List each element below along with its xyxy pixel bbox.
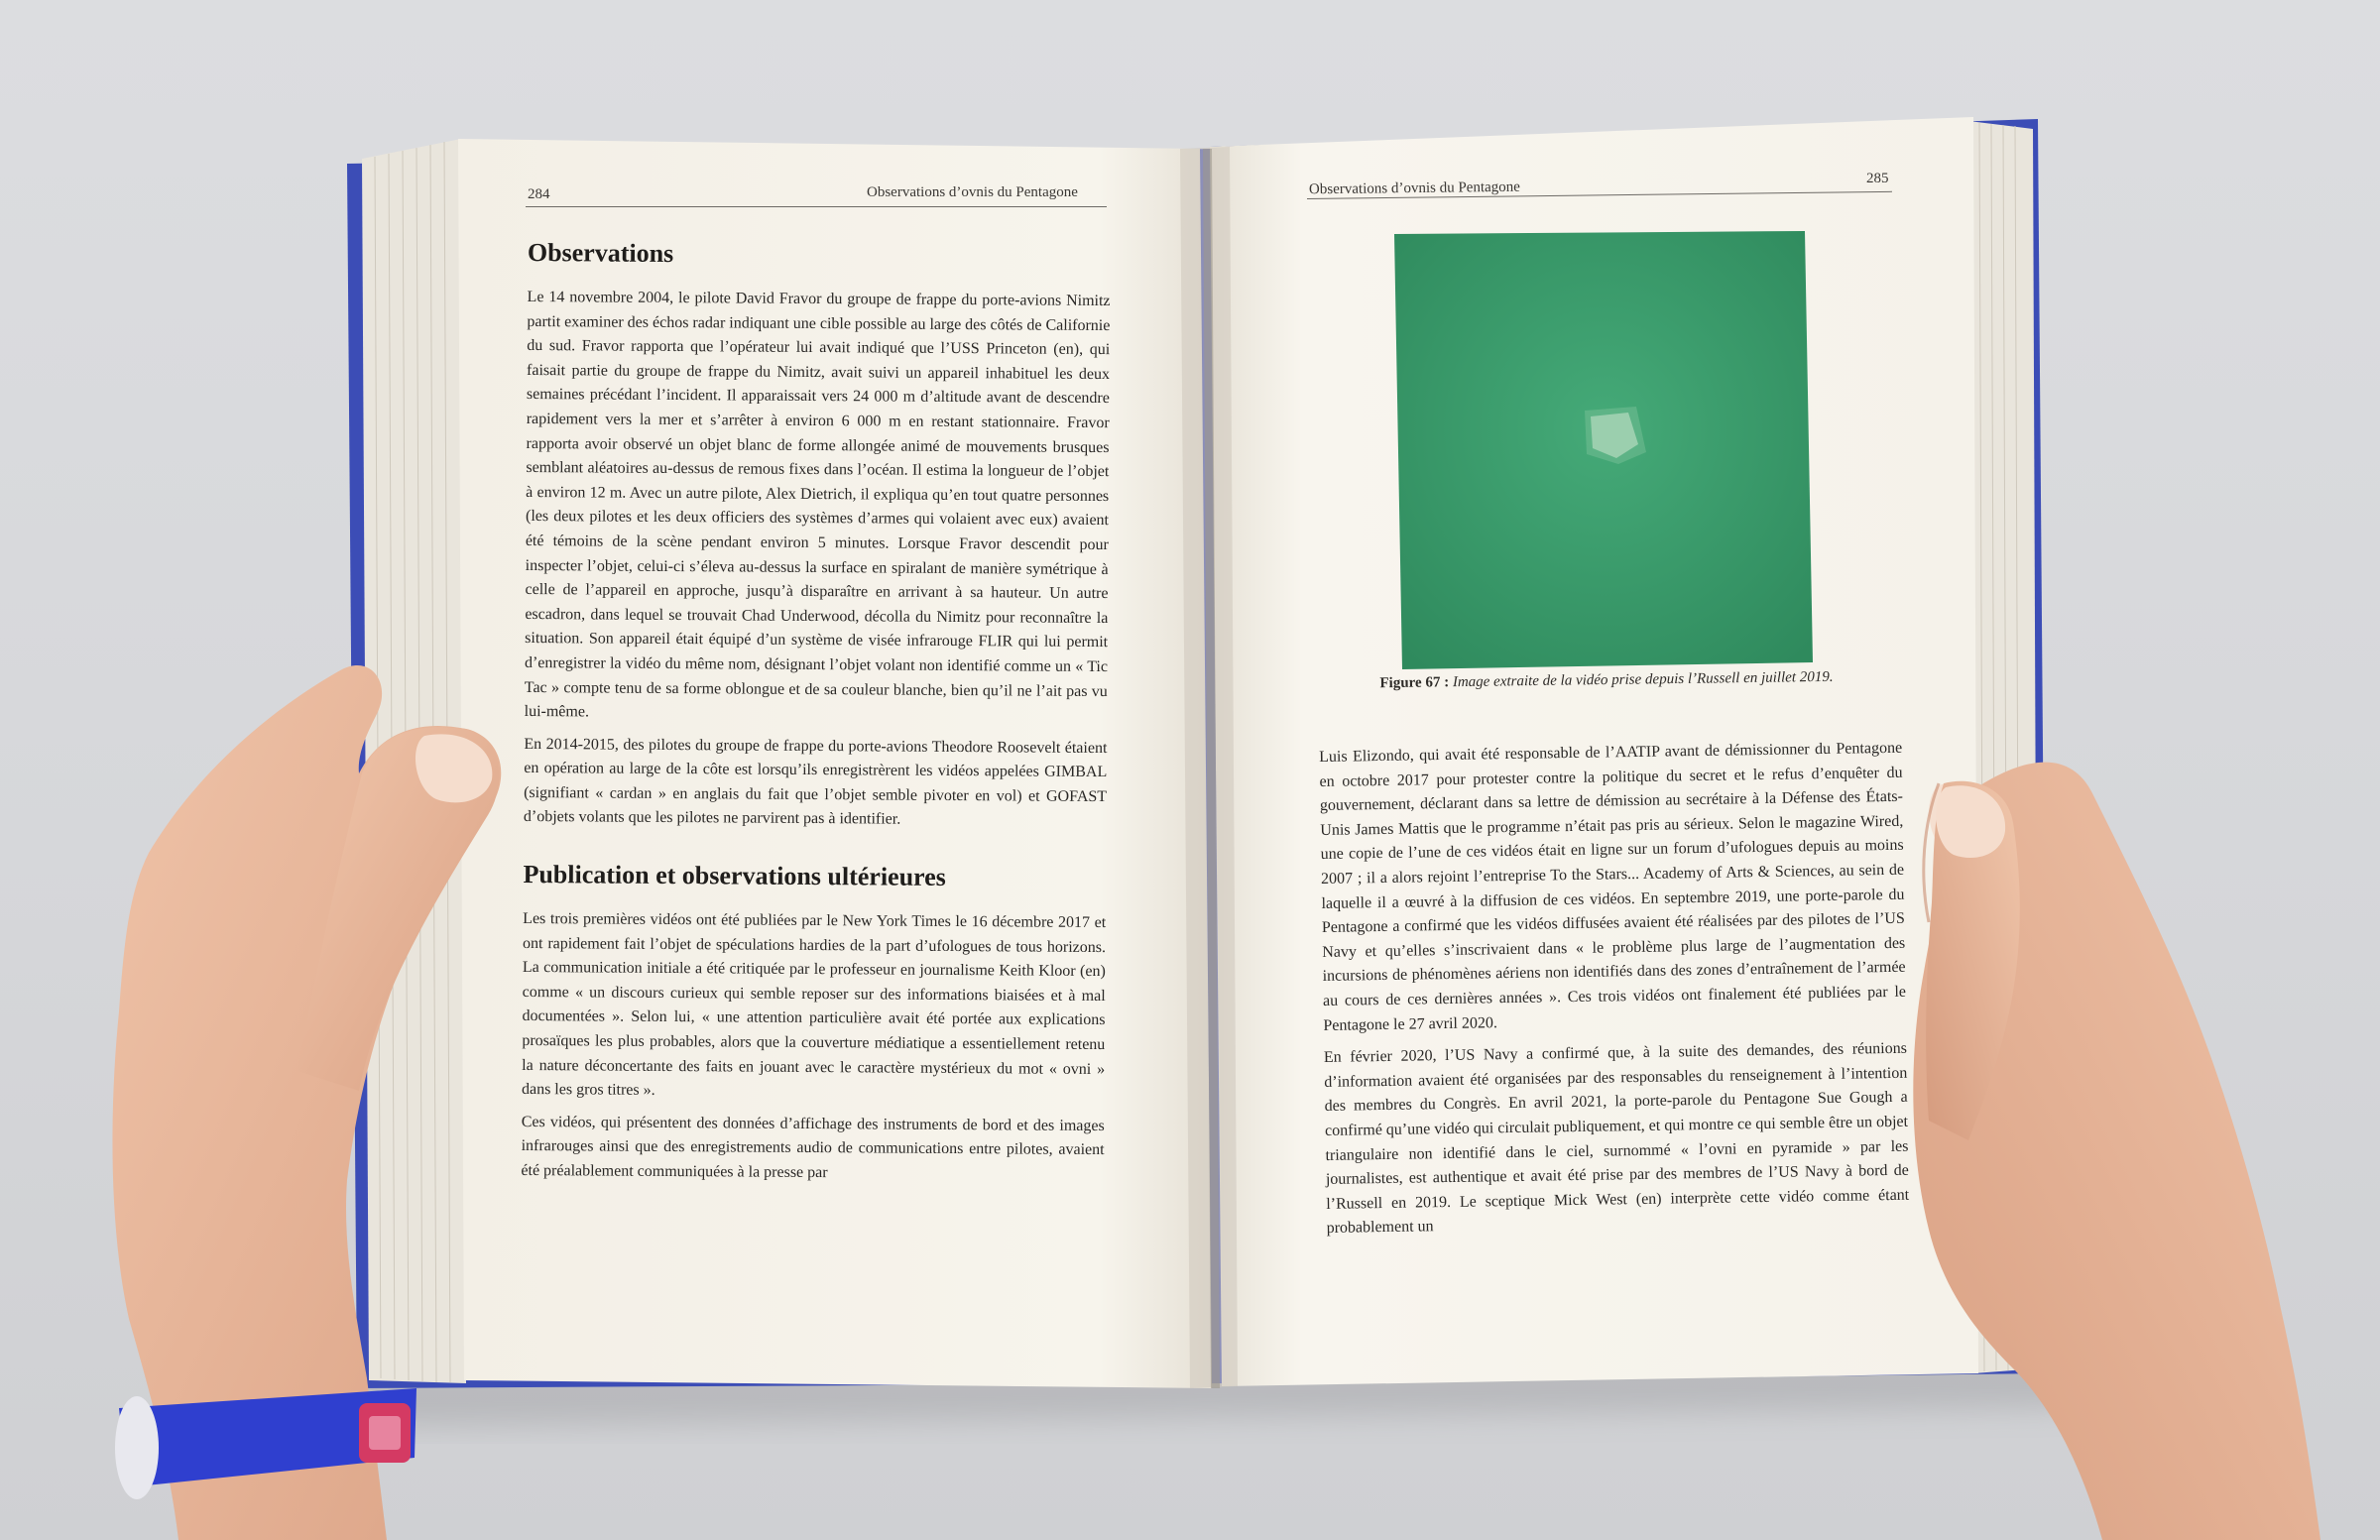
section-heading-publication: Publication et observations ultérieures: [523, 860, 946, 892]
right-page-body: [1319, 737, 1910, 1242]
figure-caption-text: Image extraite de la vidéo prise depuis l’Russell en juillet 2019.: [1452, 668, 1834, 691]
running-head-right: Observations d’ovnis du Pentagone: [1308, 178, 1520, 198]
paragraph: En février 2020, l’US Navy a confirmé que, à la suite des demandes, des réunions d’information avaient été organisées par des responsables du renseignement à l’intention des membres du Congrès. En avril 2021, la porte-parole du Pentagone Sue Gough a confirmé qu’une vidéo qui circulait publiquement, et qui montre ce qui semble être un objet triangulaire non identifié dans le ciel, surnommé « l’ovni en pyramide » par les journalistes, est authentique et avait été prise par des membres de l’US Navy à bord de l’Russell en 2019. Le sceptique Mick West (en) interprète cette vidéo comme étant probablement un: [1323, 1039, 1910, 1238]
paragraph: Le 14 novembre 2004, le pilote David Fravor du groupe de frappe du porte-avions Nimitz partit examiner des échos radar indiquant une cible possible au large des côtés de Californie du sud. Fravor rapporta que l’opérateur lui avait indiqué que l’USS Princeton (en), qui faisait partie du groupe de frappe du Nimitz, avait suivi un appareil inhabituel les deux semaines précédant l’incident. Il apparaissait vers 24 000 m d’altitude avant de descendre rapidement vers la mer et s’arrêter à environ 6 000 m en restant stationnaire. Fravor rapporta avoir observé un objet blanc de forme allongée animé de mouvements brusques semblant aléatoires au-dessus de remous fixes dans l’océan. Il estima la longueur de l’objet à environ 12 m. Avec un autre pilote, Alex Dietrich, il expliqua qu’en tout quatre personnes (les deux pilotes et les deux officiers des systèmes d’armes qui volaient avec eux) avaient été témoins de la scène pendant environ 5 minutes. Lorsque Fravor descendit pour inspecter l’objet, celui-ci s’éleva au-dessus la surface en spiralant de manière symétrique à celle de l’appareil en approche, jusqu’à disparaître en arrivant à sa hauteur. Un autre escadron, dans lequel se trouvait Chad Underwood, décolla du Nimitz pour reconnaître la situation. Son appareil était équipé d’un système de visée infrarouge FLIR qui lui permit d’enregistrer la vidéo du même nom, désignant l’objet volant non identifié comme un « Tic Tac » compte tenu de sa forme oblongue et de sa couleur blanche, bien qu’il ne l’ait pas vu lui-même.: [524, 288, 1111, 721]
paragraph: En 2014-2015, des pilotes du groupe de frappe du porte-avions Theodore Roosevelt étaient en opération au large de la côte est lorsqu’ils enregistrèrent les vidéos appelées GIMBAL (signifiant « cardan » en anglais du fait que l’objet semble pivoter en vol) et GOFAST d’objets volants que les pilotes ne parvirent pas à identifier.: [523, 735, 1108, 829]
section-heading-observations: Observations: [527, 238, 674, 269]
left-page-body: [521, 238, 1111, 1188]
page-number-left: 284: [528, 186, 550, 202]
paragraph: Luis Elizondo, qui avait été responsable de l’AATIP avant de démissionner du Pentagone en octobre 2017 pour protester contre la politique du secret et le refus d’enquêter du gouvernement, déclarant dans sa lettre de démission au secrétaire à la Défense des États-Unis James Mattis que le programme n’était pas pris au sérieux. Selon le magazine Wired, une copie de l’une de ces vidéos était en ligne sur un forum d’ufologues depuis au moins 2007 ; il a alors rejoint l’entreprise To the Stars... Academy of Arts & Sciences, au sein de laquelle il a œuvré à la diffusion de ces vidéos. En septembre 2019, une porte-parole du Pentagone a confirmé que les vidéos diffusées avaient été réalisées par des pilotes de l’US Navy et qu’elles s’inscrivaient dans « le problème plus large de l’augmentation des incursions de phénomènes aériens non identifiés dans des zones d’entraînement de l’armée au cours de ces dernières années ». Ces trois vidéos ont finalement été publiées par le Pentagone le 27 avril 2020.: [1319, 739, 1907, 1034]
watch-face: [115, 1396, 159, 1499]
running-head-left: Observations d’ovnis du Pentagone: [867, 184, 1078, 200]
paragraph: Ces vidéos, qui présentent des données d’affichage des instruments de bord et des images infrarouges ainsi que des enregistrements audio de communications entre pilotes, avaient été préalablement communiquées à la presse par: [521, 1113, 1105, 1182]
paragraph: Les trois premières vidéos ont été publiées par le New York Times le 16 décembre 2017 et ont rapidement fait l’objet de spéculations hardies de la part d’ufologues de tous horizons. La communication initiale a été critiquée par le professeur en journalisme Keith Kloor (en) comme « un discours curieux qui semble reposer sur des informations biaisées et à mal documentées ». Selon lui, « une attention particulière avait été portée aux explications prosaïques les plus probables, alors que la couverture médiatique a essentiellement retenu la nature déconcertante des faits en jouant avec le caractère mystérieux du mot « ovni » dans les gros titres ».: [521, 910, 1107, 1100]
right-hand: [1913, 763, 2320, 1540]
figure-label: Figure 67 :: [1379, 674, 1450, 692]
header-rule-left: [526, 206, 1107, 207]
page-number-right: 285: [1866, 171, 1889, 186]
